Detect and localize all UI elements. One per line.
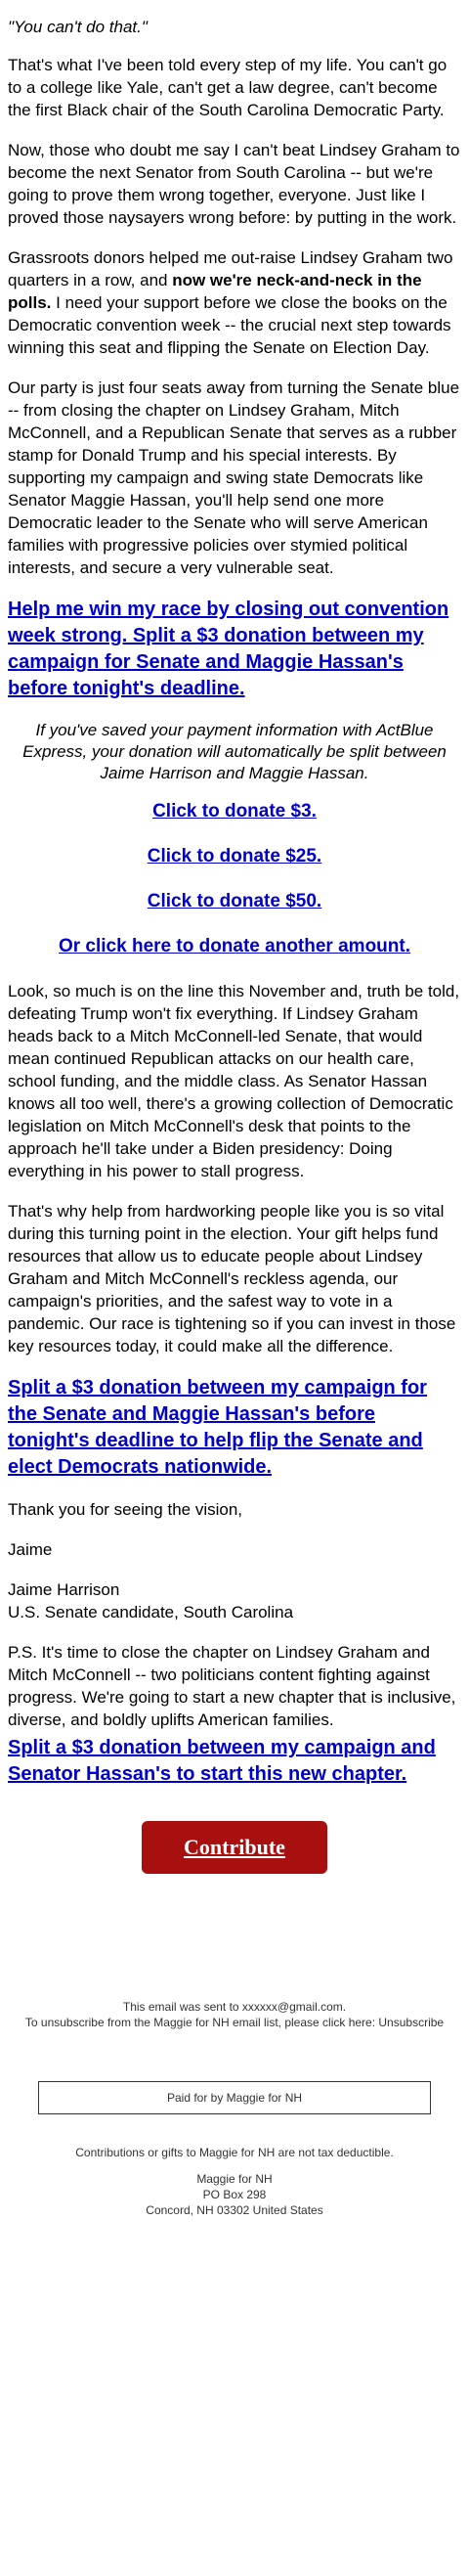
unsubscribe-link[interactable]: To unsubscribe from the Maggie for NH email list, please click here: Unsubscribe	[24, 2016, 445, 2029]
paragraph-3	[8, 246, 461, 359]
cta-link-flip-senate[interactable]: Split a $3 donation between my campaign for the Senate and Maggie Hassan's before tonight's deadline to help flip the Senate and elect Democrats nationwide.	[8, 1377, 427, 1478]
thanks-line: Thank you for seeing the vision,	[8, 1500, 243, 1519]
paragraph-2: Now, those who doubt me say I can't beat Lindsey Graham to become the next Senator from South Carolina -- but we're going to prove them wrong together, everyone. Just like I proved those naysayers wrong before: by putting in the work.	[8, 141, 460, 227]
paid-for-box: Paid for by Maggie for NH	[38, 2081, 431, 2114]
footer	[8, 1999, 461, 2030]
postscript: P.S. It's time to close the chapter on Lindsey Graham and Mitch McConnell -- two politicians content fighting against progress. We're going to start a new chapter that is inclusive, diverse, and boldly uplifts American families.	[8, 1643, 456, 1729]
ps-donate-link[interactable]: Split a $3 donation between my campaign and Senator Hassan's to start this new chapter.	[8, 1737, 436, 1785]
donate-other-amount-link[interactable]: Or click here to donate another amount.	[58, 936, 410, 956]
paragraph-3-bold: now we're neck-and-neck in the polls.	[8, 271, 422, 312]
mailing-address	[8, 2171, 461, 2218]
actblue-note: If you've saved your payment information with ActBlue Express, your donation will automatically be split between Jaime Harrison and Maggie Hassan.	[22, 721, 447, 782]
tax-disclaimer: Contributions or gifts to Maggie for NH are not tax deductible.	[75, 2146, 394, 2159]
city-line: Concord, NH 03302 United States	[146, 2203, 323, 2217]
opening-quote: "You can't do that."	[8, 18, 148, 36]
donate-25-link[interactable]: Click to donate $25.	[147, 846, 322, 866]
paragraph-3-text-a: Grassroots donors helped me out-raise Lindsey Graham two quarters in a row, and	[8, 248, 453, 289]
paragraph-5: Look, so much is on the line this November and, truth be told, defeating Trump won't fix everything. If Lindsey Graham heads back to a Mitch McConnell-led Senate, that would mean continued Republican attacks on our health care, school funding, and the middle class. As Senator Hassan knows all too well, there's a growing collection of Democratic legislation on Mitch McConnell's desk that points to the approach he'll take under a Biden presidency: Doing everything in his power to stall progress.	[8, 982, 460, 1180]
sent-to-notice: This email was sent to xxxxxx@gmail.com.	[122, 2000, 347, 2014]
paragraph-3-text-b: I need your support before we close the books on the Democratic convention week -- the crucial next step towards winning this seat and flipping the Senate on Election Day.	[8, 293, 451, 357]
donate-3-link[interactable]: Click to donate $3.	[152, 801, 317, 822]
contribute-row	[8, 1821, 461, 1874]
signer-block	[8, 1578, 461, 1623]
donate-50-link[interactable]: Click to donate $50.	[147, 891, 322, 911]
signature-block	[8, 1498, 461, 1623]
po-box: PO Box 298	[202, 2188, 267, 2201]
paragraph-4: Our party is just four seats away from turning the Senate blue -- from closing the chapter on Lindsey Graham, Mitch McConnell, and a Republican Senate that serves as a rubber stamp for Donald Trump and his special interests. By supporting my campaign and swing state Democrats like Senator Maggie Hassan, you'll help send one more Democratic leader to the Senate who will serve American families with progressive policies over stymied political interests, and secure a very vulnerable seat.	[8, 378, 460, 577]
paragraph-1: That's what I've been told every step of my life. You can't go to a college like Yale, can't get a law degree, can't become the first Black chair of the South Carolina Democratic Party.	[8, 56, 448, 119]
cta-link-convention[interactable]: Help me win my race by closing out convention week strong. Split a $3 donation between my campaign for Senate and Maggie Hassan's before tonight's deadline.	[8, 599, 449, 699]
signoff-name: Jaime	[8, 1540, 53, 1559]
contribute-button[interactable]: Contribute	[142, 1821, 327, 1874]
signer-title: U.S. Senate candidate, South Carolina	[8, 1603, 294, 1621]
org-name: Maggie for NH	[196, 2172, 273, 2186]
paragraph-6: That's why help from hardworking people like you is so vital during this turning point in the election. Your gift helps fund resources that allow us to educate people about Lindsey Graham and Mitch McConnell's reckless agenda, our campaign's priorities, and the safest way to vote in a pandemic. Our race is tightening so if you can invest in those key resources today, it could make all the difference.	[8, 1202, 456, 1355]
signer-name: Jaime Harrison	[8, 1580, 120, 1599]
